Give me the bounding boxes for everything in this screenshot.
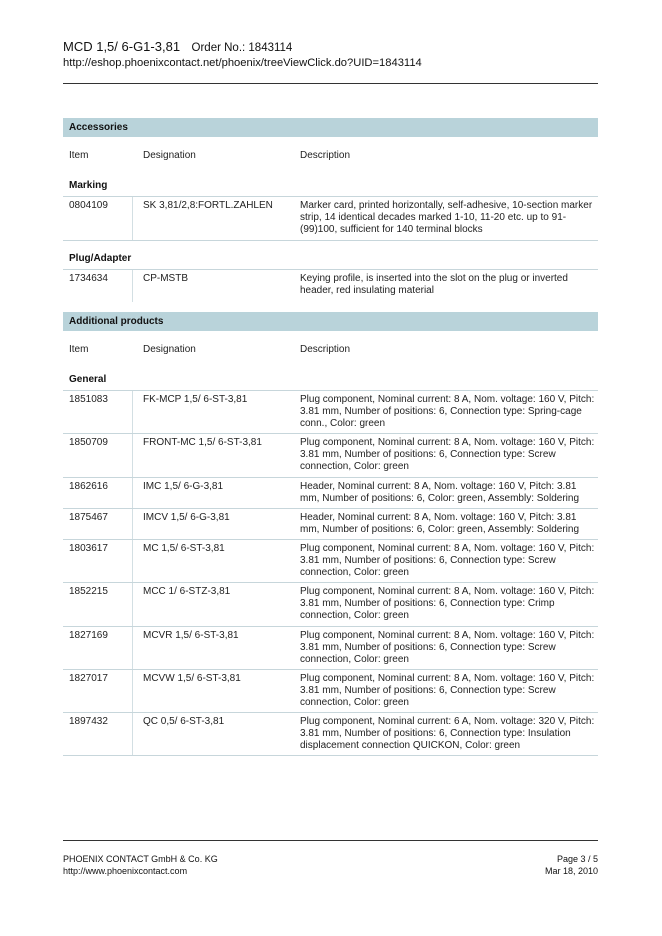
item-number: 1803617 [69, 543, 108, 554]
table-row [63, 196, 598, 241]
company-website[interactable]: http://www.phoenixcontact.com [63, 866, 188, 876]
column-divider [132, 270, 133, 302]
designation: MC 1,5/ 6-ST-3,81 [143, 543, 225, 554]
description: Plug component, Nominal current: 8 A, Nom. voltage: 160 V, Pitch: 3.81 mm, Number of positions: 6, Connection type: Spring-cage conn., Color: green [300, 394, 595, 429]
description: Keying profile, is inserted into the slot on the plug or inverted header, red insulating material [300, 273, 568, 296]
column-divider [132, 713, 133, 755]
accessories-section-title: Accessories [63, 118, 598, 137]
item-number: 0804109 [69, 200, 108, 211]
group-label-marking: Marking [69, 180, 108, 191]
column-divider [132, 627, 133, 670]
table-row [63, 712, 598, 756]
column-divider [132, 391, 133, 434]
company-name: PHOENIX CONTACT GmbH & Co. KG [63, 854, 218, 864]
item-number: 1850709 [69, 437, 108, 448]
designation: CP-MSTB [143, 273, 188, 284]
product-url[interactable]: http://eshop.phoenixcontact.net/phoenix/treeViewClick.do?UID=1843114 [63, 57, 422, 69]
additional-col-designation: Designation [143, 344, 196, 355]
designation: IMC 1,5/ 6-G-3,81 [143, 481, 224, 492]
table-row [63, 433, 598, 477]
table-row [63, 626, 598, 670]
description: Plug component, Nominal current: 8 A, Nom. voltage: 160 V, Pitch: 3.81 mm, Number of positions: 6, Connection type: Screw connection, Color: green [300, 543, 595, 578]
designation: MCVR 1,5/ 6-ST-3,81 [143, 630, 239, 641]
item-number: 1827169 [69, 630, 108, 641]
product-name: MCD 1,5/ 6-G1-3,81 [63, 39, 181, 54]
description: Plug component, Nominal current: 6 A, Nom. voltage: 320 V, Pitch: 3.81 mm, Number of positions: 6, Connection type: Insulation displacement connection QUICKON, Color: green [300, 716, 595, 751]
column-divider [132, 670, 133, 713]
item-number: 1875467 [69, 512, 108, 523]
table-row [63, 669, 598, 713]
item-number: 1862616 [69, 481, 108, 492]
column-divider [132, 540, 133, 583]
description: Header, Nominal current: 8 A, Nom. voltage: 160 V, Pitch: 3.81 mm, Number of positions: 6, Color: green, Assembly: Soldering [300, 512, 580, 535]
page-info [545, 853, 598, 877]
designation: IMCV 1,5/ 6-G-3,81 [143, 512, 230, 523]
header-divider [63, 83, 598, 84]
table-row [63, 477, 598, 509]
designation: FK-MCP 1,5/ 6-ST-3,81 [143, 394, 248, 405]
column-divider [132, 478, 133, 509]
designation: MCC 1/ 6-STZ-3,81 [143, 586, 231, 597]
group-label-general: General [69, 374, 107, 385]
accessories-col-designation: Designation [143, 150, 196, 161]
footer-divider [63, 840, 598, 841]
order-number: Order No.: 1843114 [191, 42, 293, 54]
additional-products-section-title: Additional products [63, 312, 598, 331]
description: Header, Nominal current: 8 A, Nom. voltage: 160 V, Pitch: 3.81 mm, Number of positions: 6, Color: green, Assembly: Soldering [300, 481, 580, 504]
description: Marker card, printed horizontally, self-adhesive, 10-section marker strip, 14 identical decades marked 1-10, 11-20 etc. up to 91-(99)100, sufficient for 140 terminal blocks [300, 200, 593, 235]
table-row [63, 390, 598, 434]
description: Plug component, Nominal current: 8 A, Nom. voltage: 160 V, Pitch: 3.81 mm, Number of positions: 6, Connection type: Screw connection, Color: green [300, 673, 595, 708]
document-date: Mar 18, 2010 [544, 866, 598, 876]
item-number: 1851083 [69, 394, 108, 405]
group-label-plug-adapter: Plug/Adapter [69, 253, 132, 264]
accessories-col-item: Item [69, 150, 89, 161]
designation: FRONT-MC 1,5/ 6-ST-3,81 [143, 437, 262, 448]
table-row [63, 539, 598, 583]
column-divider [132, 583, 133, 626]
column-divider [132, 509, 133, 540]
additional-col-item: Item [69, 344, 89, 355]
designation: SK 3,81/2,8:FORTL.ZAHLEN [143, 200, 273, 211]
document-footer [63, 853, 598, 877]
table-row [63, 269, 598, 302]
document-header [63, 39, 598, 69]
description: Plug component, Nominal current: 8 A, Nom. voltage: 160 V, Pitch: 3.81 mm, Number of positions: 6, Connection type: Screw connection, Color: green [300, 630, 595, 665]
page-number: Page 3 / 5 [556, 854, 598, 864]
description: Plug component, Nominal current: 8 A, Nom. voltage: 160 V, Pitch: 3.81 mm, Number of positions: 6, Connection type: Screw connection, Color: green [300, 437, 595, 472]
column-divider [132, 434, 133, 477]
item-number: 1734634 [69, 273, 108, 284]
designation: MCVW 1,5/ 6-ST-3,81 [143, 673, 241, 684]
item-number: 1827017 [69, 673, 108, 684]
designation: QC 0,5/ 6-ST-3,81 [143, 716, 225, 727]
accessories-col-description: Description [300, 150, 351, 161]
item-number: 1852215 [69, 586, 108, 597]
additional-col-description: Description [300, 344, 351, 355]
item-number: 1897432 [69, 716, 108, 727]
table-row [63, 582, 598, 626]
title-line [63, 39, 598, 54]
description: Plug component, Nominal current: 8 A, Nom. voltage: 160 V, Pitch: 3.81 mm, Number of positions: 6, Connection type: Crimp connection, Color: green [300, 586, 595, 621]
table-row [63, 508, 598, 540]
column-divider [132, 197, 133, 240]
